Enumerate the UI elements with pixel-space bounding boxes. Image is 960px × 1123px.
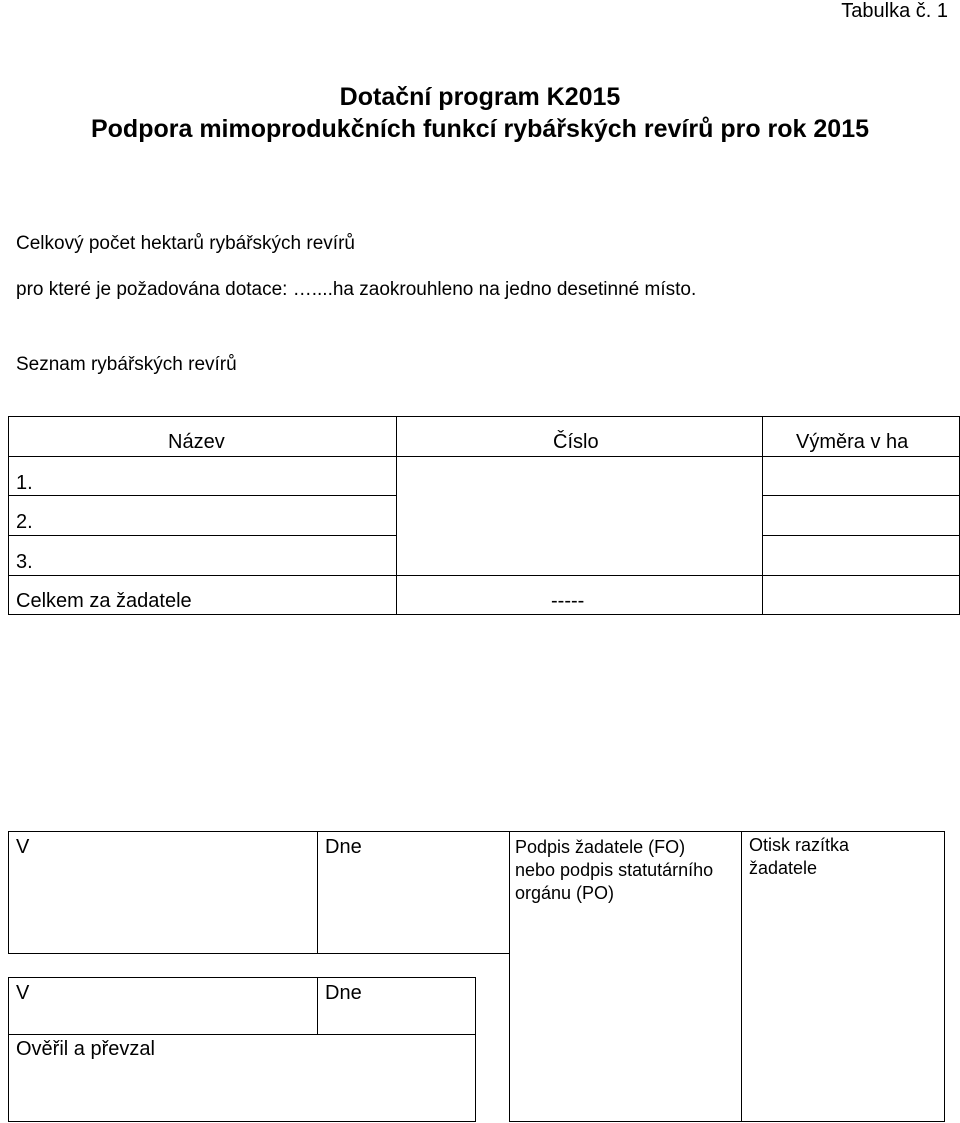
revir-list-heading: Seznam rybářských revírů xyxy=(16,354,237,375)
table-border xyxy=(8,831,944,832)
table-border xyxy=(763,535,960,536)
row-number: 2. xyxy=(16,511,33,533)
table-border xyxy=(317,977,318,1035)
table-number-label: Tabulka č. 1 xyxy=(841,0,948,22)
total-number-placeholder: ----- xyxy=(551,590,585,612)
table-border xyxy=(762,416,763,615)
program-subtitle: Podpora mimoprodukčních funkcí rybářských revírů pro rok 2015 xyxy=(90,115,869,143)
row-number: 3. xyxy=(16,551,33,573)
table-border xyxy=(8,977,9,1122)
table-border xyxy=(8,831,9,954)
table-border xyxy=(8,456,960,457)
table-border xyxy=(8,416,9,615)
table-border xyxy=(763,495,960,496)
program-title: Dotační program K2015 xyxy=(339,83,621,111)
table-border xyxy=(8,575,960,576)
table-border xyxy=(8,416,960,417)
table-border xyxy=(8,1121,476,1122)
table-border xyxy=(396,416,397,615)
verify-date-label: Dne xyxy=(325,982,362,1004)
hectares-text-line2: pro které je požadována dotace: …....ha zaokrouhleno na jedno desetinné místo. xyxy=(16,279,697,300)
table-border xyxy=(8,953,509,954)
table-border xyxy=(475,977,476,1122)
table-border xyxy=(8,1034,476,1035)
table-border xyxy=(509,831,510,1122)
verify-place-label: V xyxy=(16,982,30,1004)
column-header-area: Výměra v ha xyxy=(796,431,909,453)
column-header-number: Číslo xyxy=(553,431,599,453)
table-border xyxy=(741,831,742,1122)
verified-by-label: Ověřil a převzal xyxy=(16,1038,155,1060)
applicant-signature-label: Podpis žadatele (FO) nebo podpis statutárního orgánu (PO) xyxy=(515,837,714,903)
stamp-label: Otisk razítka žadatele xyxy=(749,835,850,878)
hectares-text-line1: Celkový počet hektarů rybářských revírů xyxy=(16,233,355,254)
total-label: Celkem za žadatele xyxy=(16,590,192,612)
table-border xyxy=(944,831,945,1122)
table-border xyxy=(8,977,476,978)
table-border xyxy=(317,831,318,954)
table-border xyxy=(8,495,397,496)
column-header-name: Název xyxy=(168,431,225,453)
table-border xyxy=(8,535,397,536)
date-label: Dne xyxy=(325,836,362,858)
row-number: 1. xyxy=(16,472,33,494)
table-border xyxy=(8,614,960,615)
place-label: V xyxy=(16,836,30,858)
table-border xyxy=(509,1121,945,1122)
